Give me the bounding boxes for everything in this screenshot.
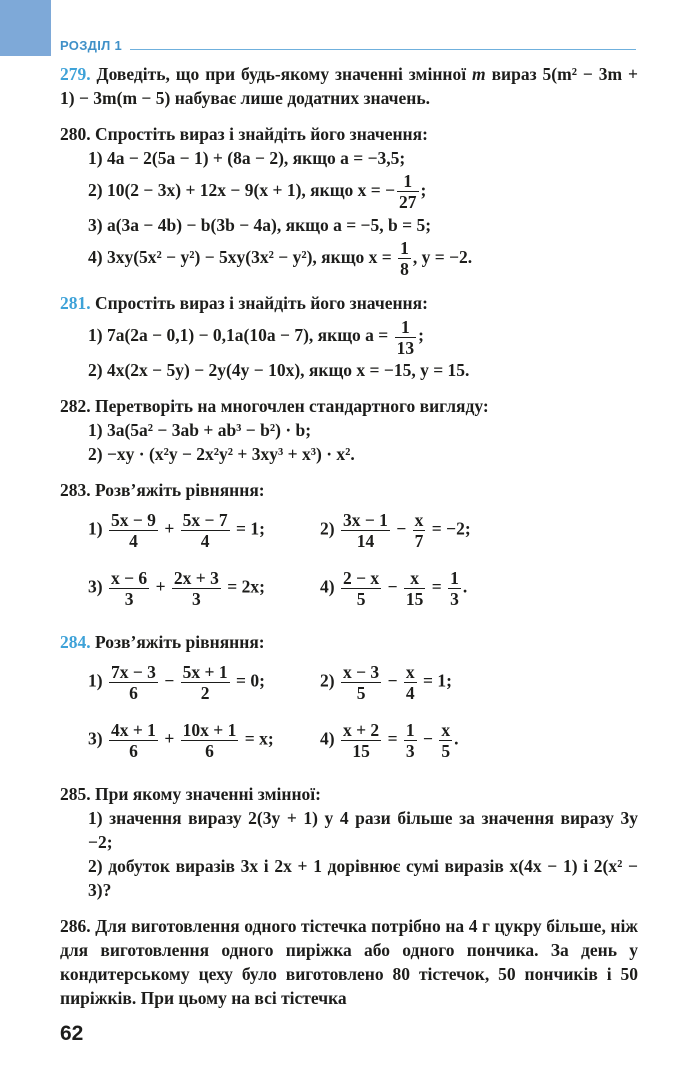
operator: − bbox=[423, 728, 434, 749]
problem-number: 284. bbox=[60, 631, 91, 652]
right-side: = −2; bbox=[431, 518, 471, 539]
section-rule bbox=[130, 49, 636, 50]
task-text: ; bbox=[420, 180, 427, 200]
right-side: = 0; bbox=[236, 670, 265, 691]
fraction bbox=[404, 568, 426, 609]
fraction bbox=[109, 720, 158, 761]
equation-row bbox=[60, 654, 638, 712]
task-item: 1) значення виразу 2(3y + 1) у 4 рази більше за значення виразу 3y −2; bbox=[88, 807, 638, 852]
denominator: 4 bbox=[129, 531, 138, 552]
denominator: 3 bbox=[450, 589, 459, 610]
fraction bbox=[181, 662, 230, 703]
equation-label: 2) bbox=[320, 670, 335, 691]
right-side: . bbox=[462, 576, 468, 597]
equation-label: 3) bbox=[88, 728, 103, 749]
equation bbox=[88, 568, 320, 609]
denominator: 5 bbox=[356, 683, 366, 704]
problem-281 bbox=[60, 291, 638, 382]
right-side: = 2x; bbox=[227, 576, 265, 597]
problem-285 bbox=[60, 782, 638, 902]
problem-number: 281. bbox=[60, 293, 91, 314]
problem-text: Для виготовлення одного тістечка потрібно на 4 г цукру більше, ніж для виготовлення одного пиріжка або одного пончика. За день у кондитерському цеху було виготовлено 80 тістечок, 50 пончиків і 50 пиріжків. При цьому на всі тістечка bbox=[60, 915, 638, 1008]
fraction bbox=[404, 720, 417, 761]
problem-283 bbox=[60, 478, 638, 618]
denominator: 5 bbox=[356, 589, 366, 610]
operator: − bbox=[164, 670, 175, 691]
problem-number: 283. bbox=[60, 479, 91, 500]
task-item: 1) 3a(5a² − 3ab + ab³ − b²) · b; bbox=[88, 419, 312, 440]
denominator: 6 bbox=[205, 741, 214, 762]
problem-text: Доведіть, що при будь-якому значенні змінної bbox=[96, 64, 473, 84]
fraction bbox=[109, 662, 158, 703]
numerator: 1 bbox=[450, 568, 459, 589]
denominator: 15 bbox=[352, 741, 370, 762]
problem-title: Розв’яжіть рівняння: bbox=[95, 631, 265, 652]
equation-label: 4) bbox=[320, 576, 335, 597]
numerator: 2x + 3 bbox=[173, 568, 219, 589]
denominator: 14 bbox=[356, 531, 375, 552]
fraction bbox=[109, 510, 158, 551]
task-item: 2) добуток виразів 3x і 2x + 1 дорівнює сумі виразів x(4x − 1) і 2(x² − 3)? bbox=[88, 855, 638, 900]
operator: = bbox=[387, 728, 398, 749]
numerator: 5x − 7 bbox=[182, 510, 228, 531]
equation-label: 2) bbox=[320, 518, 335, 539]
right-side: . bbox=[454, 728, 459, 749]
problem-title: Перетворіть на многочлен стандартного вигляду: bbox=[95, 395, 489, 416]
equation-label: 1) bbox=[88, 518, 103, 539]
equation bbox=[88, 720, 320, 761]
equation bbox=[88, 510, 320, 551]
equation-label: 1) bbox=[88, 670, 103, 691]
denominator: 5 bbox=[441, 741, 451, 762]
numerator: x bbox=[414, 510, 424, 531]
problem-286 bbox=[60, 914, 638, 1010]
problem-number: 280. bbox=[60, 124, 91, 144]
denominator: 6 bbox=[129, 683, 138, 704]
fraction bbox=[341, 568, 381, 609]
numerator: 1 bbox=[400, 237, 409, 258]
task-item bbox=[60, 237, 638, 280]
fraction bbox=[397, 171, 419, 212]
task-item bbox=[60, 170, 638, 213]
task-text: 1) 7a(2a − 0,1) − 0,1a(10a − 7), якщо a = bbox=[88, 325, 393, 346]
operator: − bbox=[387, 576, 398, 597]
numerator: 5x − 9 bbox=[110, 510, 156, 531]
denominator: 13 bbox=[396, 337, 415, 358]
task-item: 1) 4a − 2(5a − 1) + (8a − 2), якщо a = −3,5; bbox=[88, 148, 406, 168]
numerator: 10x + 1 bbox=[182, 720, 237, 741]
page-content bbox=[60, 62, 638, 1022]
problem-282 bbox=[60, 394, 638, 466]
numerator: x − 6 bbox=[110, 568, 148, 589]
denominator: 27 bbox=[399, 192, 417, 213]
task-item bbox=[60, 315, 638, 358]
task-text: 2) 10(2 − 3x) + 12x − 9(x + 1), якщо x = − bbox=[88, 180, 396, 200]
numerator: 5x + 1 bbox=[182, 662, 228, 683]
operator: + bbox=[155, 576, 166, 597]
fraction bbox=[172, 568, 221, 609]
variable: m bbox=[472, 64, 486, 84]
numerator: x bbox=[405, 662, 415, 683]
equation-label: 4) bbox=[320, 728, 335, 749]
numerator: 7x − 3 bbox=[110, 662, 156, 683]
task-text: , y = −2. bbox=[412, 246, 473, 267]
problem-number: 285. bbox=[60, 783, 91, 804]
task-text: 4) 3xy(5x² − y²) − 5xy(3x² − y²), якщо x = bbox=[88, 246, 397, 267]
task-item: 2) 4x(2x − 5y) − 2y(4y − 10x), якщо x = −15, y = 15. bbox=[88, 359, 470, 380]
operator: + bbox=[164, 728, 175, 749]
equation bbox=[320, 720, 620, 761]
numerator: 2 − x bbox=[342, 568, 380, 589]
fraction bbox=[439, 720, 452, 761]
problem-title: При якому значенні змінної: bbox=[95, 783, 321, 804]
corner-tab bbox=[0, 0, 51, 56]
fraction bbox=[341, 510, 390, 551]
fraction bbox=[448, 568, 461, 609]
fraction bbox=[413, 510, 426, 551]
denominator: 8 bbox=[400, 259, 409, 280]
problem-280 bbox=[60, 122, 638, 279]
section-label: РОЗДІЛ 1 bbox=[60, 38, 122, 53]
numerator: 1 bbox=[397, 171, 419, 192]
operator: − bbox=[396, 518, 407, 539]
numerator: x bbox=[404, 568, 426, 589]
numerator: 4x + 1 bbox=[110, 720, 156, 741]
equation-row bbox=[60, 560, 638, 618]
right-side: = 1; bbox=[236, 518, 265, 539]
numerator: 3x − 1 bbox=[342, 510, 388, 531]
equation-row bbox=[60, 712, 638, 770]
numerator: 1 bbox=[405, 720, 415, 741]
operator: = bbox=[431, 576, 442, 597]
denominator: 7 bbox=[414, 531, 424, 552]
problem-text: вираз 5(m² − 3m + 1) − 3m(m − 5) набуває лише додатних значень. bbox=[60, 64, 638, 108]
equation bbox=[320, 510, 620, 551]
operator: + bbox=[164, 518, 175, 539]
problem-279 bbox=[60, 62, 638, 110]
fraction bbox=[341, 720, 381, 761]
right-side: = x; bbox=[244, 728, 274, 749]
fraction bbox=[181, 720, 239, 761]
task-text: ; bbox=[418, 325, 424, 346]
numerator: 1 bbox=[395, 317, 417, 338]
equation bbox=[320, 568, 620, 609]
equation bbox=[320, 662, 620, 703]
operator: − bbox=[387, 670, 398, 691]
denominator: 4 bbox=[405, 683, 415, 704]
problem-title: Спростіть вираз і знайдіть його значення: bbox=[95, 124, 428, 144]
task-item: 3) a(3a − 4b) − b(3b − 4a), якщо a = −5, b = 5; bbox=[88, 214, 432, 235]
denominator: 2 bbox=[200, 683, 210, 704]
denominator: 15 bbox=[405, 589, 424, 610]
fraction bbox=[181, 510, 230, 551]
page-number: 62 bbox=[60, 1022, 84, 1045]
task-item: 2) −xy · (x²y − 2x²y² + 3xy³ + x³) · x². bbox=[88, 443, 355, 464]
problem-title: Спростіть вираз і знайдіть його значення: bbox=[95, 293, 428, 314]
equation-row bbox=[60, 502, 638, 560]
denominator: 4 bbox=[200, 531, 210, 552]
numerator: x + 2 bbox=[342, 720, 380, 741]
equation-label: 3) bbox=[88, 576, 103, 597]
numerator: x − 3 bbox=[342, 662, 380, 683]
problem-title: Розв’яжіть рівняння: bbox=[95, 479, 265, 500]
numerator: x bbox=[441, 720, 451, 741]
problem-number: 286. bbox=[60, 915, 91, 936]
fraction bbox=[404, 662, 417, 703]
fraction bbox=[395, 317, 417, 358]
problem-number: 282. bbox=[60, 395, 91, 416]
equation bbox=[88, 662, 320, 703]
denominator: 3 bbox=[405, 741, 415, 762]
denominator: 3 bbox=[124, 589, 134, 610]
denominator: 3 bbox=[192, 589, 201, 610]
problem-number: 279. bbox=[60, 64, 91, 84]
denominator: 6 bbox=[129, 741, 138, 762]
fraction bbox=[341, 662, 381, 703]
problem-284 bbox=[60, 630, 638, 770]
right-side: = 1; bbox=[423, 670, 452, 691]
fraction bbox=[109, 568, 149, 609]
fraction bbox=[398, 238, 411, 279]
